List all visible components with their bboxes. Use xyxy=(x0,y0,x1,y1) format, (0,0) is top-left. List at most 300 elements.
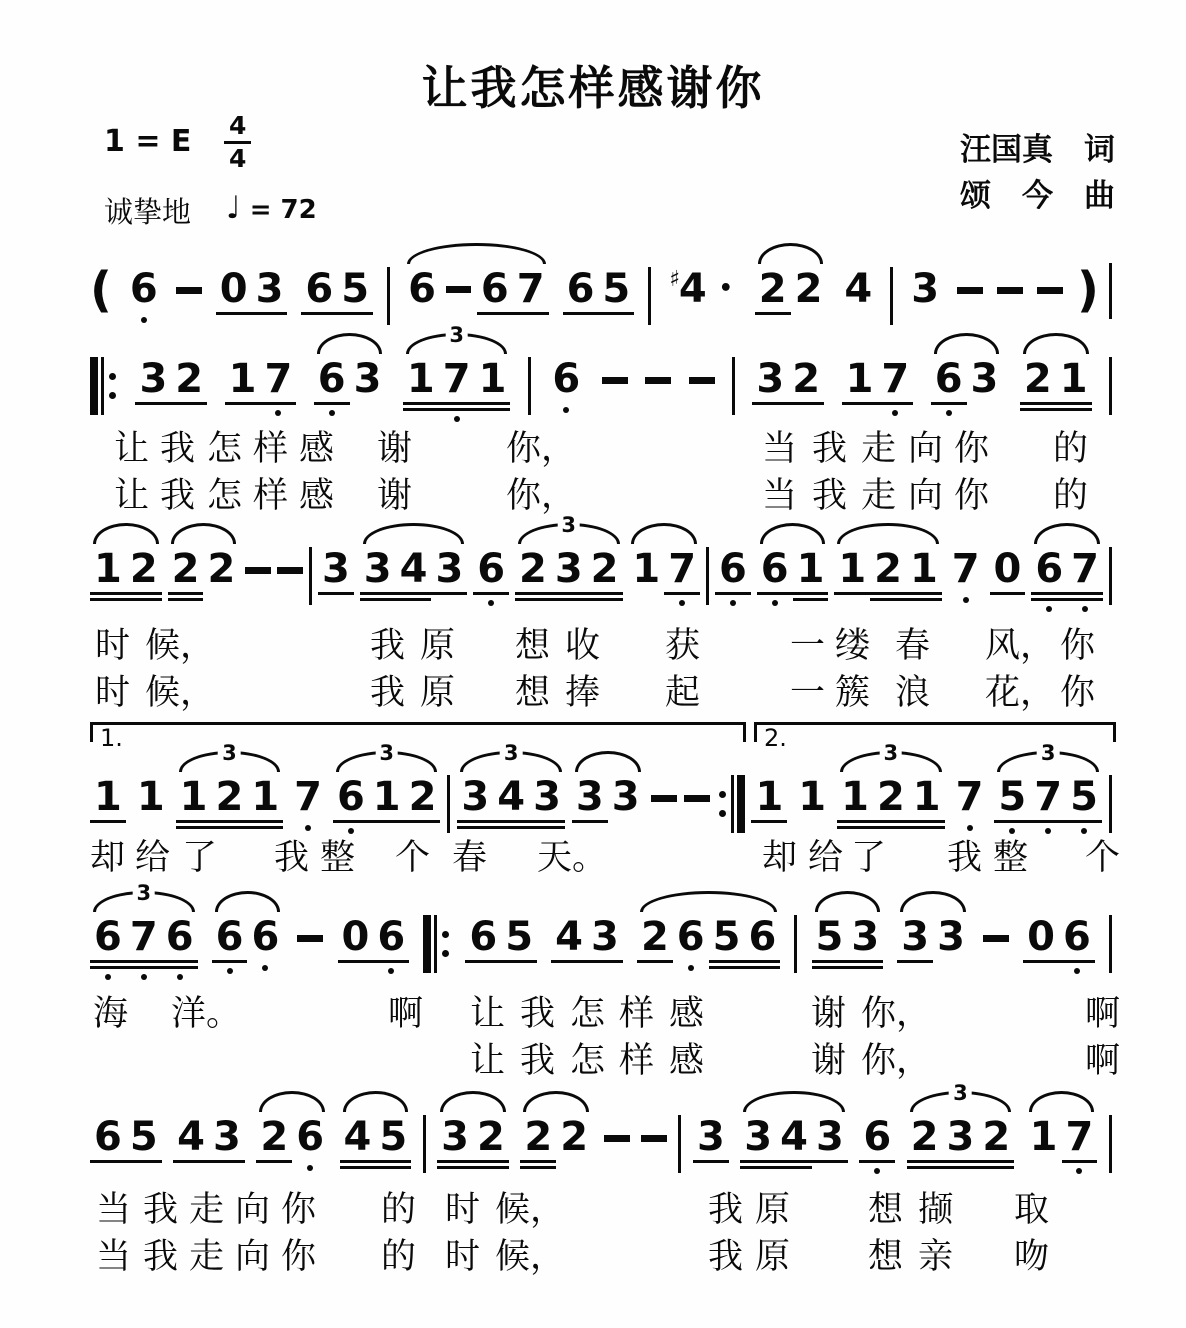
lyric-syllable: 候， xyxy=(495,1237,566,1276)
lyric-syllable: 候， xyxy=(145,673,216,712)
note xyxy=(477,546,505,606)
note-digit: 6 xyxy=(748,914,777,960)
beam-line xyxy=(551,598,587,601)
beam-line xyxy=(740,1160,776,1163)
note xyxy=(461,774,489,829)
note xyxy=(913,774,941,829)
note-digit: 7 xyxy=(442,356,471,402)
note xyxy=(94,914,122,980)
beam-line xyxy=(396,592,432,595)
lyric-syllable: 当 xyxy=(96,1237,132,1276)
note-group xyxy=(176,741,284,829)
beam-line xyxy=(477,312,513,315)
note-group xyxy=(794,748,830,820)
note xyxy=(409,774,437,834)
beam-line xyxy=(906,592,942,595)
beam-line xyxy=(906,598,942,601)
beam-line xyxy=(340,1166,376,1169)
note xyxy=(213,1114,241,1163)
note-digit: 6 xyxy=(934,356,963,402)
note-group xyxy=(314,330,386,416)
barline xyxy=(890,267,893,325)
lyric-syllable: 原 xyxy=(755,1190,791,1229)
note-digit: 7 xyxy=(668,546,697,592)
beam-line xyxy=(465,960,501,963)
note xyxy=(1035,546,1063,612)
triplet-number: 3 xyxy=(500,742,523,764)
lyric-syllable: 走 xyxy=(189,1190,225,1229)
beam-line xyxy=(978,1160,1014,1163)
note xyxy=(669,266,707,312)
beam-line xyxy=(842,402,878,405)
lyric-syllable: 感 xyxy=(299,476,335,515)
low-octave-dot xyxy=(874,1168,880,1174)
song-title: 让我怎样感谢你 xyxy=(421,61,765,115)
note xyxy=(94,774,122,823)
beam-line xyxy=(637,960,673,963)
note-digit: 1 xyxy=(94,774,122,820)
beam-line xyxy=(907,1160,943,1163)
note-digit: 7 xyxy=(1034,774,1063,820)
note xyxy=(1066,1114,1094,1174)
note-digit: 4 xyxy=(497,774,526,820)
note xyxy=(94,546,122,601)
volta-bracket xyxy=(90,722,746,752)
beam-line xyxy=(340,1160,376,1163)
lyric-syllable: 簇 xyxy=(835,673,871,712)
lyric-syllable: 当 xyxy=(96,1190,132,1229)
lyric-block xyxy=(90,986,1150,1080)
lyric-syllable: 时 xyxy=(95,673,131,712)
beam-line xyxy=(375,1166,411,1169)
note xyxy=(797,546,825,606)
slur-arc xyxy=(640,891,777,912)
low-octave-dot xyxy=(1076,1168,1082,1174)
note-digit: 5 xyxy=(1070,774,1098,820)
low-octave-dot xyxy=(141,317,147,323)
lyric-syllable: 当 xyxy=(762,429,798,468)
note xyxy=(229,356,257,416)
note-group xyxy=(90,1088,162,1163)
note-digit: 2 xyxy=(758,266,787,312)
note-digit: 5 xyxy=(129,1114,158,1160)
note xyxy=(881,356,909,416)
slur-arc xyxy=(815,891,881,912)
lyric-syllable: 我 xyxy=(812,429,848,468)
note xyxy=(337,774,365,834)
slur-arc xyxy=(1029,1091,1095,1112)
note xyxy=(264,356,292,416)
beam-line xyxy=(776,1160,812,1163)
note-group xyxy=(952,748,988,831)
beam-line xyxy=(755,312,791,315)
note xyxy=(407,356,435,422)
note xyxy=(901,914,929,963)
triplet-number: 3 xyxy=(218,742,241,764)
lyric-row xyxy=(90,986,1150,1033)
note-digit: 6 xyxy=(718,546,747,592)
note xyxy=(1024,356,1052,411)
note xyxy=(251,774,279,829)
note xyxy=(172,546,200,601)
close-paren: ) xyxy=(1077,263,1112,319)
note xyxy=(94,1114,122,1163)
note-group xyxy=(90,748,126,823)
lyric-syllable: 你 xyxy=(954,429,990,468)
lyric-syllable: 谢 xyxy=(377,476,413,515)
lyric-syllable: 想 xyxy=(868,1190,904,1229)
lyric-syllable: 天。 xyxy=(537,838,608,877)
lyric-syllable: 原 xyxy=(420,626,456,665)
lyric-syllable: 谢 xyxy=(377,429,413,468)
barline xyxy=(1109,357,1112,415)
beam-line xyxy=(171,402,207,405)
note-digit: 6 xyxy=(1063,914,1091,960)
note-digit: 5 xyxy=(341,266,370,312)
lyric-syllable: 向 xyxy=(908,429,944,468)
note-digit: 2 xyxy=(982,1114,1011,1160)
note-digit: 1 xyxy=(372,774,401,820)
note-group xyxy=(665,240,741,312)
lyric-block xyxy=(90,1182,1150,1276)
note-digit: 1 xyxy=(910,546,938,592)
note-digit: 6 xyxy=(336,774,365,820)
lyric-syllable: 我 xyxy=(160,476,196,515)
lyric-syllable: 向 xyxy=(235,1237,271,1276)
beam-line xyxy=(837,820,873,823)
note xyxy=(713,914,741,971)
beam-line xyxy=(693,1160,729,1163)
repeat-begin-sign xyxy=(423,915,451,973)
low-octave-dot xyxy=(730,600,736,606)
note-group xyxy=(360,520,468,601)
note xyxy=(697,1114,725,1163)
note-digit: 1 xyxy=(179,774,208,820)
slur-arc xyxy=(317,333,383,354)
lyric-syllable: 样 xyxy=(619,994,655,1033)
note-digit: 2 xyxy=(560,1114,589,1160)
beam-line xyxy=(473,1166,509,1169)
triplet-arc xyxy=(336,741,438,772)
beam-line xyxy=(90,820,126,823)
note-digit: 2 xyxy=(876,774,905,820)
note-digit: 3 xyxy=(353,356,382,402)
note xyxy=(795,266,823,315)
beam-line xyxy=(847,966,883,969)
triplet-arc xyxy=(460,741,562,772)
lyric-syllable: 我 xyxy=(160,429,196,468)
tempo-value: = 72 xyxy=(249,195,317,225)
low-octave-dot xyxy=(963,597,969,603)
beam-line xyxy=(1066,820,1102,823)
beam-line xyxy=(744,966,780,969)
lyric-syllable: 获 xyxy=(665,626,701,665)
lyric-syllable: 我 xyxy=(947,838,983,877)
slur-arc xyxy=(171,523,237,544)
note-digit: 3 xyxy=(611,774,640,820)
dash-extension xyxy=(983,935,1009,942)
note-group xyxy=(1026,1088,1098,1174)
note-digit: 6 xyxy=(129,266,158,312)
lyric-row xyxy=(90,468,1150,515)
beam-line xyxy=(493,820,529,823)
note-group xyxy=(551,888,623,963)
low-octave-dot xyxy=(679,600,685,606)
beam-line xyxy=(126,592,162,595)
time-signature-numerator: 4 xyxy=(224,112,251,144)
note-group xyxy=(907,240,943,312)
lyric-syllable: 啊 xyxy=(1085,994,1121,1033)
note-digit: 1 xyxy=(478,356,507,402)
lyric-syllable: 了 xyxy=(182,838,218,877)
triplet-arc xyxy=(910,1081,1012,1112)
note-digit: 2 xyxy=(874,546,903,592)
note xyxy=(846,356,874,416)
beam-line xyxy=(360,592,396,595)
barline xyxy=(794,915,797,973)
beam-line xyxy=(373,960,409,963)
beam-line xyxy=(1056,402,1092,405)
lyric-syllable: 你 xyxy=(1060,673,1096,712)
note-digit: 0 xyxy=(1027,914,1055,960)
dash-extension xyxy=(684,795,710,802)
note-group xyxy=(126,240,162,323)
beam-line xyxy=(837,826,873,829)
beam-line xyxy=(375,1160,411,1163)
note-digit: 4 xyxy=(555,914,583,960)
lyric-syllable: 整 xyxy=(320,838,356,877)
lyric-syllable: 我 xyxy=(520,1041,556,1080)
dash-extension xyxy=(446,286,471,293)
slur-arc xyxy=(575,751,641,772)
note xyxy=(497,774,525,829)
note-group xyxy=(216,240,288,315)
note-digit: 2 xyxy=(171,546,200,592)
low-octave-dot xyxy=(141,974,147,980)
beam-line xyxy=(788,402,824,405)
beam-line xyxy=(90,1160,126,1163)
note-digit: 1 xyxy=(841,774,869,820)
lyric-syllable: 向 xyxy=(235,1190,271,1229)
music-line xyxy=(90,724,1112,834)
note-digit: 0 xyxy=(341,914,370,960)
beam-line xyxy=(457,820,493,823)
note-digit: 1 xyxy=(228,356,257,402)
low-octave-dot xyxy=(1082,606,1088,612)
beam-line xyxy=(493,826,529,829)
lyric-syllable: 个 xyxy=(395,838,431,877)
note-digit: 6 xyxy=(863,1114,892,1160)
note xyxy=(400,546,428,601)
note xyxy=(632,546,660,606)
low-octave-dot xyxy=(1074,968,1080,974)
beam-line xyxy=(333,820,369,823)
note xyxy=(344,1114,372,1169)
note-digit: 2 xyxy=(794,266,823,312)
note xyxy=(137,774,165,820)
note xyxy=(555,914,583,963)
note-digit: 3 xyxy=(461,774,490,820)
barline xyxy=(447,775,450,833)
triplet-arc xyxy=(840,741,942,772)
note-digit: 3 xyxy=(363,546,392,592)
beam-line xyxy=(1067,592,1103,595)
lyric-syllable: 让 xyxy=(470,1041,506,1080)
triplet-arc xyxy=(179,741,281,772)
note xyxy=(874,546,902,601)
lyric-syllable: 却 xyxy=(762,838,798,877)
lyric-syllable: 一 xyxy=(790,626,826,665)
note xyxy=(207,546,235,601)
note-digit: 7 xyxy=(264,356,293,402)
triplet-number: 3 xyxy=(880,742,903,764)
dash-extension xyxy=(1037,287,1063,294)
beam-line xyxy=(176,820,212,823)
note-digit: 5 xyxy=(505,914,534,960)
lyric-syllable: 捧 xyxy=(565,673,601,712)
note xyxy=(517,266,545,315)
slur-arc xyxy=(93,523,159,544)
note xyxy=(602,266,630,315)
beam-line xyxy=(209,1160,245,1163)
note-group xyxy=(1031,520,1103,612)
lyric-row xyxy=(90,1182,1150,1229)
lyric-syllable: 想 xyxy=(515,673,551,712)
note-digit: 1 xyxy=(755,774,784,820)
note xyxy=(1063,914,1091,974)
slur-arc xyxy=(523,1091,589,1112)
note xyxy=(441,1114,469,1169)
note-digit: 2 xyxy=(207,546,236,592)
sharp-icon: ♯ xyxy=(669,267,680,292)
note-digit: 6 xyxy=(296,1114,325,1160)
beam-line xyxy=(1030,820,1066,823)
lyric-syllable: 我 xyxy=(812,476,848,515)
beam-line xyxy=(793,598,829,601)
low-octave-dot xyxy=(329,410,335,416)
lyric-syllable: 吻 xyxy=(1014,1237,1050,1276)
lyric-syllable: 我 xyxy=(143,1237,179,1276)
note-digit: 1 xyxy=(94,546,122,592)
triplet-number: 3 xyxy=(557,514,580,536)
note-digit: 4 xyxy=(177,1114,206,1160)
expression-marking: 诚挚地 xyxy=(104,195,192,229)
note xyxy=(759,266,787,315)
note-digit: 2 xyxy=(408,774,437,820)
beam-line xyxy=(173,1160,209,1163)
note xyxy=(479,356,507,422)
note xyxy=(354,356,382,416)
barline xyxy=(1109,1115,1112,1173)
note-group xyxy=(465,888,537,963)
lyric-syllable: 让 xyxy=(114,476,150,515)
note-group xyxy=(520,1088,592,1169)
beam-line xyxy=(90,598,126,601)
note-digit: 3 xyxy=(815,1114,844,1160)
beam-line xyxy=(709,960,745,963)
beam-line xyxy=(942,1166,978,1169)
music-line xyxy=(90,513,1112,612)
low-octave-dot xyxy=(307,1165,313,1171)
beam-line xyxy=(126,1160,162,1163)
music-line xyxy=(90,240,1112,325)
note xyxy=(668,546,696,606)
lyric-syllable: 怎 xyxy=(570,1041,606,1080)
lyric-syllable: 怎 xyxy=(570,994,606,1033)
lyric-syllable: 原 xyxy=(755,1237,791,1276)
note xyxy=(591,546,619,601)
note xyxy=(130,1114,158,1163)
beam-line xyxy=(501,960,537,963)
beam-line xyxy=(1062,1160,1098,1163)
lyric-syllable: 你 xyxy=(1060,626,1096,665)
note xyxy=(744,1114,772,1169)
dash-extension xyxy=(689,377,715,384)
lyric-syllable: 一 xyxy=(790,673,826,712)
note-digit: 2 xyxy=(477,1114,505,1160)
note xyxy=(1071,546,1099,612)
note-group xyxy=(473,520,509,606)
note xyxy=(1027,914,1055,974)
lyric-syllable: 走 xyxy=(861,429,897,468)
note xyxy=(748,914,776,971)
note-group xyxy=(842,330,914,416)
note xyxy=(519,546,547,601)
note-digit: 7 xyxy=(1065,1114,1094,1160)
beam-line xyxy=(457,826,493,829)
beam-line xyxy=(168,592,204,595)
lyric-syllable: 亲 xyxy=(918,1237,954,1276)
dash-extension xyxy=(957,287,983,294)
beam-line xyxy=(126,598,162,601)
beam-line xyxy=(873,826,909,829)
note-group xyxy=(990,520,1026,595)
lyric-syllable: 想 xyxy=(515,626,551,665)
note-digit: 5 xyxy=(998,774,1027,820)
slur-arc xyxy=(900,891,966,912)
lyric-syllable: 原 xyxy=(420,673,456,712)
note-digit: 2 xyxy=(175,356,204,402)
note xyxy=(937,914,965,963)
beam-line xyxy=(369,820,405,823)
note-digit: 2 xyxy=(524,1114,553,1160)
beam-line xyxy=(126,966,162,969)
note-digit: 2 xyxy=(910,1114,939,1160)
beam-line xyxy=(360,598,396,601)
beam-line xyxy=(978,1166,1014,1169)
note xyxy=(792,356,820,405)
note xyxy=(677,914,705,971)
dash-extension xyxy=(641,1135,667,1142)
lyric-syllable: 你， xyxy=(506,476,577,515)
triplet-arc xyxy=(93,881,195,912)
beam-line xyxy=(212,960,248,963)
lyric-syllable: 撷 xyxy=(918,1190,954,1229)
note-digit: 1 xyxy=(798,774,827,820)
note-group xyxy=(1023,888,1095,974)
note xyxy=(780,1114,808,1169)
beam-line xyxy=(990,592,1026,595)
note xyxy=(1034,774,1062,834)
note-digit: 6 xyxy=(469,914,498,960)
note-group xyxy=(301,240,373,315)
note-group xyxy=(907,1081,1015,1169)
note-digit: 7 xyxy=(129,914,158,960)
beam-line xyxy=(744,960,780,963)
lyric-syllable: 让 xyxy=(114,429,150,468)
note-digit: 4 xyxy=(844,266,873,312)
beam-line xyxy=(551,592,587,595)
